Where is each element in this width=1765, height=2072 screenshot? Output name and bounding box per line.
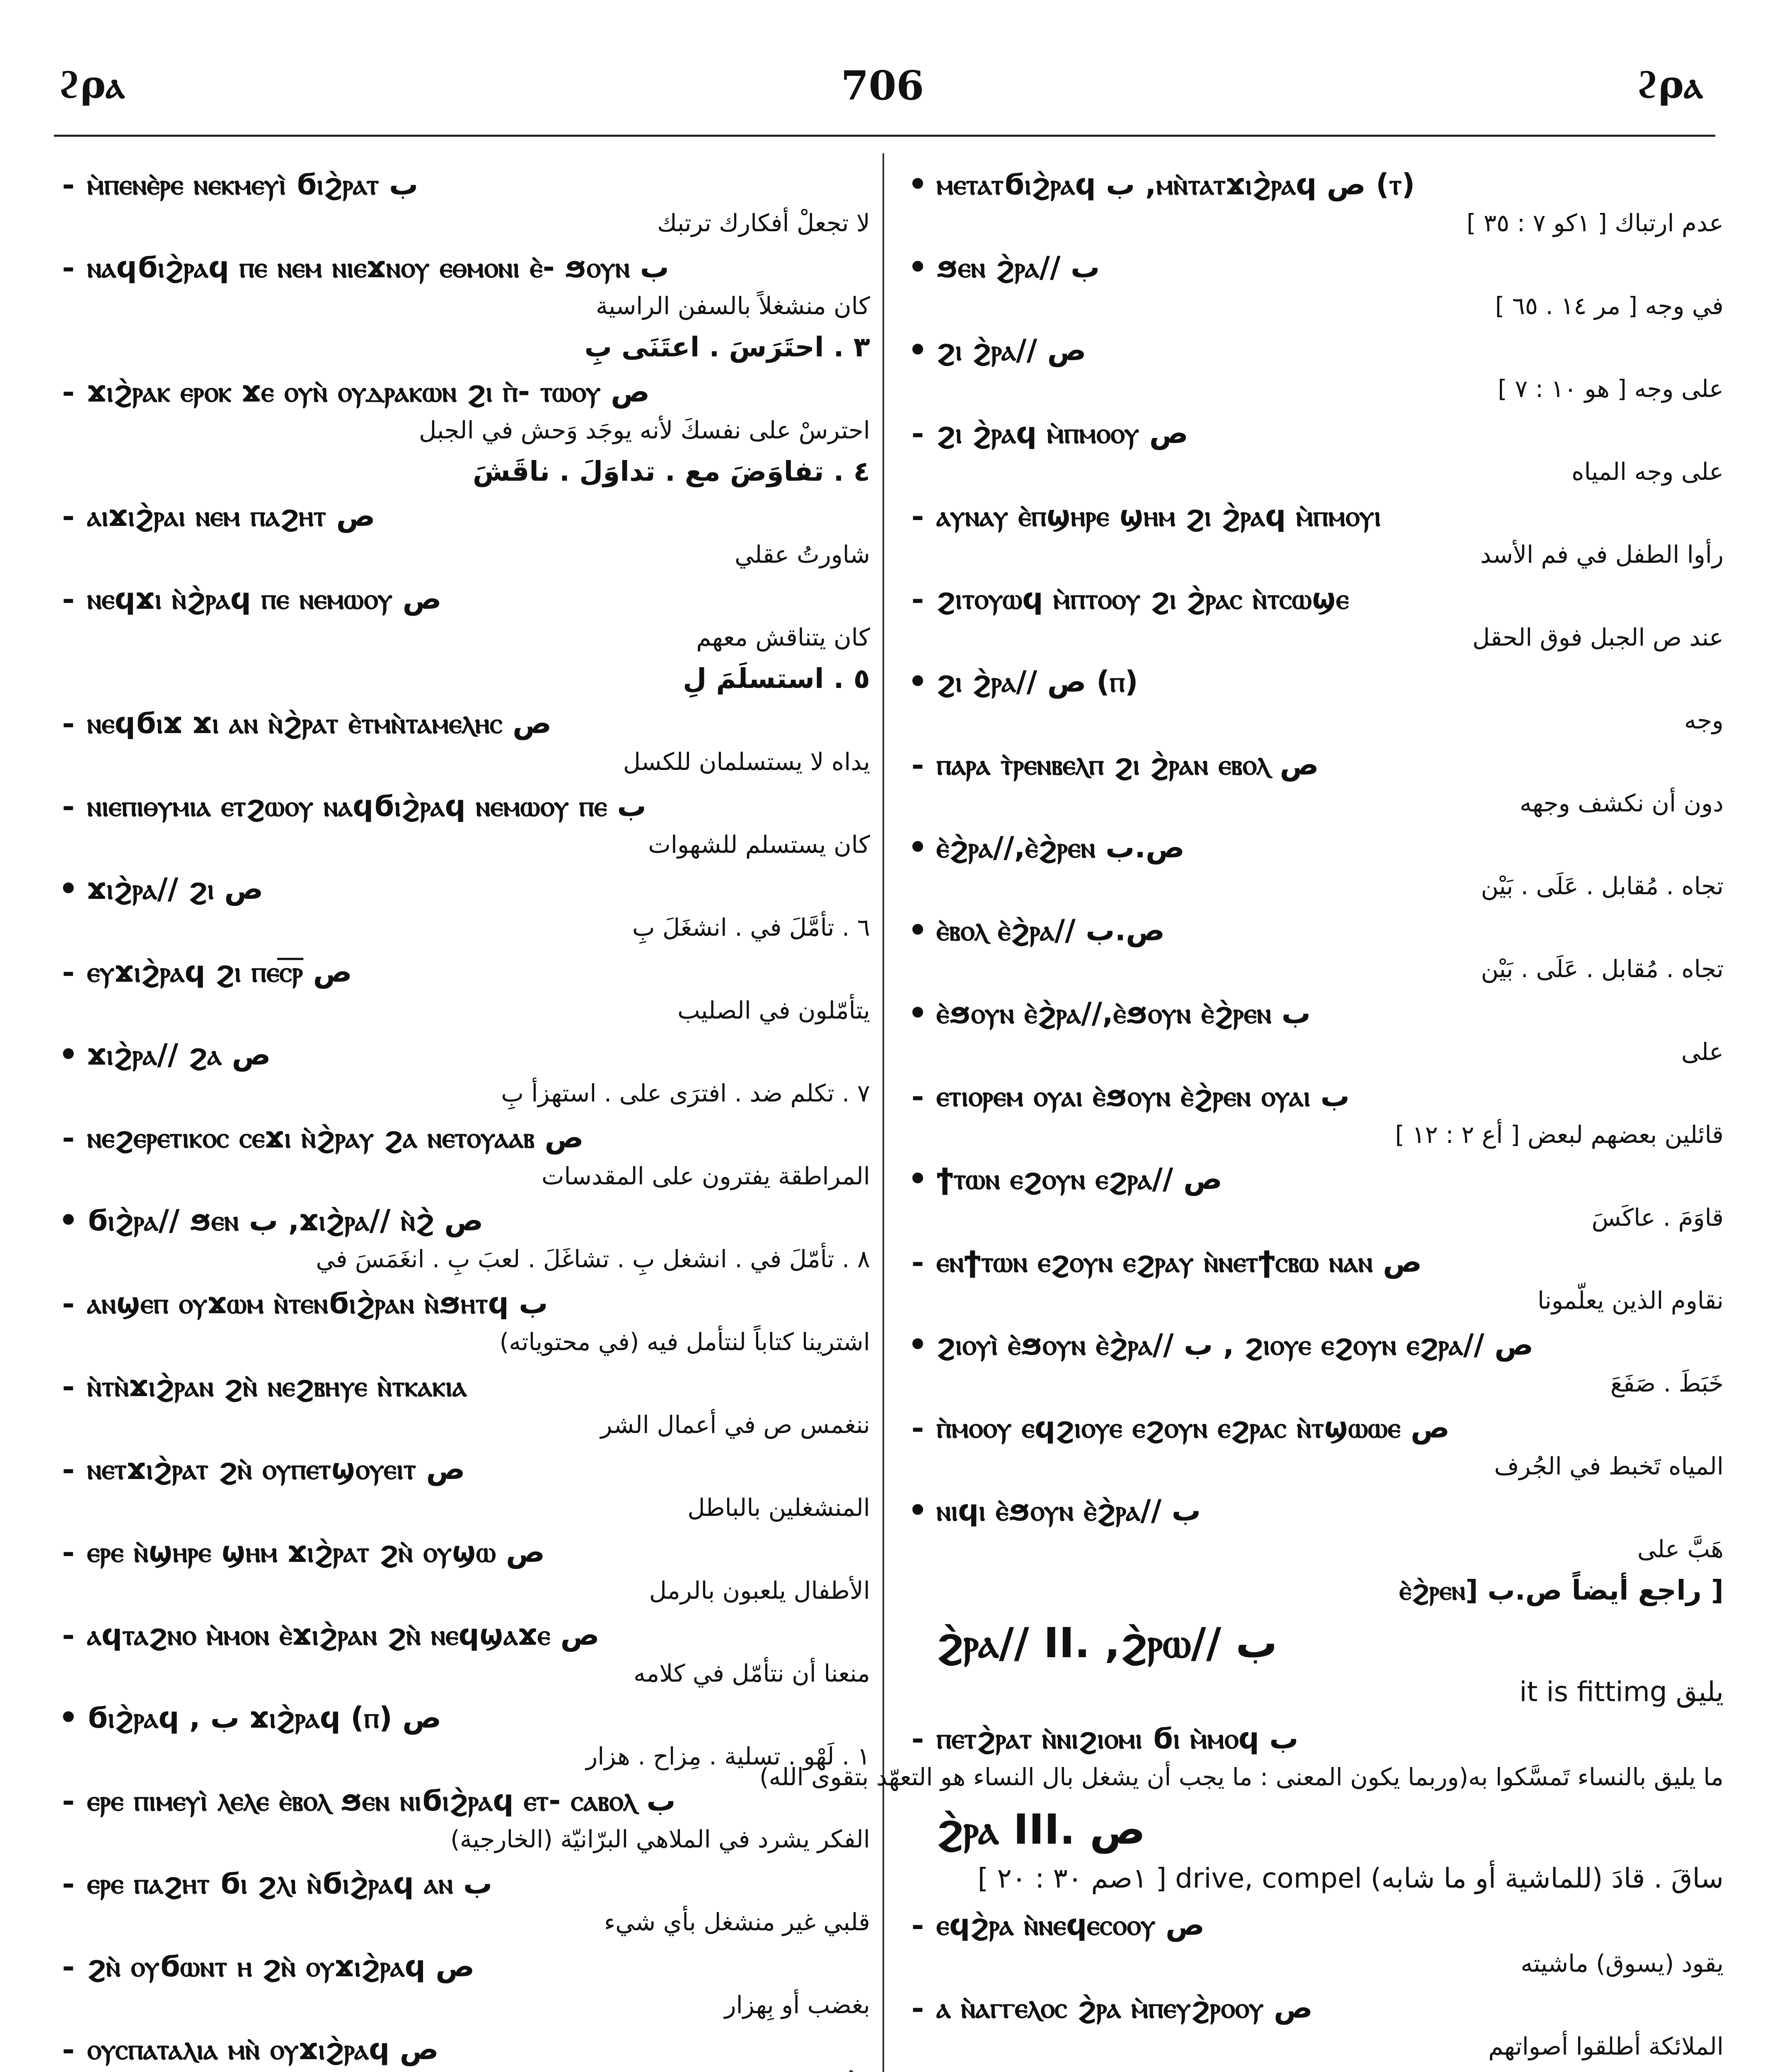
dictionary-entry <box>899 744 1724 821</box>
coptic-text: ϭⲓϩ̀ⲣⲁϥ , ب ϫⲓϩ̀ⲣⲁϥ (ⲡ) ص <box>87 1701 442 1735</box>
dictionary-entry <box>50 785 870 862</box>
arabic-gloss: منعنا أن نتأمّل في كلامه <box>633 1659 870 1687</box>
entry-marker: - <box>911 581 924 617</box>
entry-marker: • <box>908 1327 928 1363</box>
coptic-text: ⲉ̀ϧⲟⲩⲛ ⲉ̀ϩ̀ⲣⲁ//,ⲉ̀ϧⲟⲩⲛ ⲉ̀ϩ̀ⲣⲉⲛ ب <box>936 996 1311 1030</box>
dictionary-entry <box>50 951 870 1028</box>
dictionary-entry <box>899 1801 1724 1898</box>
arabic-gloss: كان يتناقش معهم <box>696 623 870 651</box>
dictionary-entry <box>50 1614 870 1691</box>
arabic-gloss: ٦ . تأمَّلَ في . انشغَلَ بِ <box>632 913 870 942</box>
entry-marker: • <box>908 1161 928 1197</box>
entry-marker: - <box>62 498 75 534</box>
arabic-gloss: وجه <box>1684 706 1724 734</box>
dictionary-entry <box>899 1158 1724 1235</box>
entry-marker: - <box>62 249 75 285</box>
arabic-gloss: الأطفال يلعبون بالرمل <box>649 1576 870 1605</box>
entry-marker: - <box>62 1534 75 1570</box>
entry-marker: • <box>58 1037 78 1072</box>
arabic-gloss: تجاه . مُقابل . عَلَى . بَيْن <box>1481 955 1724 983</box>
dictionary-entry <box>899 495 1724 572</box>
coptic-text: ⲙ̀ⲡⲉⲛⲉ̀ⲣⲉ ⲛⲉⲕⲙⲉⲩⲓ̀ ϭⲓϩ̀ⲣⲁⲧ ب <box>87 167 418 201</box>
arabic-gloss <box>87 2070 870 2072</box>
arabic-gloss: نقاوم الذين يعلّمونا <box>1537 1286 1724 1314</box>
arabic-gloss: الملائكة أطلقوا أصواتهم <box>1488 2032 1724 2060</box>
arabic-gloss: يقود (يسوق) ماشيته <box>1521 1949 1724 1978</box>
coptic-text: ⲙⲉⲧⲁⲧϭⲓϩ̀ⲣⲁϥ ب ,ⲙⲛ̀ⲧⲁⲧϫⲓϩ̀ⲣⲁϥ ص (ⲧ) <box>936 167 1415 201</box>
coptic-text: ϩⲓ ϩ̀ⲣⲁϥ ⲙ̀ⲡⲙⲟⲟⲩ ص <box>936 416 1188 450</box>
arabic-gloss: يداه لا يستسلمان للكسل <box>623 748 870 776</box>
coptic-text: ϭⲓϩ̀ⲣⲁ// ϧⲉⲛ ب ,ϫⲓϩ̀ⲣⲁ// ⲛ̀ϩ̀ ص <box>87 1203 484 1237</box>
coptic-text: ⲉ̀ⲃⲟⲗ ⲉ̀ϩ̀ⲣⲁ// ص.ب <box>936 913 1165 947</box>
coptic-text: ϩⲛ̀ ⲟⲩϭⲱⲛⲧ ⲏ ϩⲛ̀ ⲟⲩϫⲓϩ̀ⲣⲁϥ ص <box>87 1949 475 1983</box>
dictionary-entry <box>899 412 1724 489</box>
coptic-text: ⲛ̀ⲧⲛ̀ϫⲓϩ̀ⲣⲁⲛ ϩⲛ̀ ⲛⲉϩⲃⲏⲩⲉ ⲛ̀ⲧⲕⲁⲕⲓⲁ <box>87 1369 467 1403</box>
coptic-text: ϩⲓⲟⲩⲓ̀ ⲉ̀ϧⲟⲩⲛ ⲉ̀ϩ̀ⲣⲁ// ب , ϩⲓⲟⲩⲉ ⲉϩⲟⲩⲛ ⲉϩⲣⲁ// ص <box>936 1328 1534 1362</box>
coptic-text: ⲛⲓⲉⲡⲓⲑⲩⲙⲓⲁ ⲉⲧϩⲱⲟⲩ ⲛⲁϥϭⲓϩ̀ⲣⲁϥ ⲛⲉⲙⲱⲟⲩ ⲡⲉ ب <box>87 789 646 823</box>
arabic-gloss: قائلين بعضهم لبعض [ أع ٢ : ١٢ ] <box>1395 1121 1724 1149</box>
dictionary-entry <box>50 1283 870 1360</box>
coptic-text: ⲛⲉϥϫⲓ ⲛ̀ϩ̀ⲣⲁϥ ⲡⲉ ⲛⲉⲙⲱⲟⲩ ص <box>87 582 442 616</box>
coptic-text: ⲁ ⲛ̀ⲁⲅⲅⲉⲗⲟⲥ ϩ̀ⲣⲁ ⲙ̀ⲡⲉⲩϩ̀ⲣⲟⲟⲩ ص <box>936 1991 1313 2025</box>
coptic-text: ϩⲓ ϩ̀ⲣⲁ// ص (ⲡ) <box>936 665 1138 699</box>
entry-marker: - <box>911 1078 924 1114</box>
entry-marker: • <box>908 830 928 865</box>
dictionary-entry <box>50 702 870 779</box>
arabic-gloss: على <box>1681 1038 1724 1066</box>
coptic-text: ⲉⲛϯⲧⲱⲛ ⲉϩⲟⲩⲛ ⲉϩⲣⲁⲩ ⲛ̀ⲛⲉⲧϯⲥⲃⲱ ⲛⲁⲛ ص <box>936 1245 1422 1279</box>
entry-marker: • <box>908 664 928 700</box>
coptic-text: ⲛⲉϩⲉⲣⲉⲧⲓⲕⲟⲥ ⲥⲉϫⲓ ⲛ̀ϩ̀ⲣⲁⲩ ϩⲁ ⲛⲉⲧⲟⲩⲁⲁⲃ ص <box>87 1121 584 1155</box>
entry-marker: - <box>62 1866 75 1901</box>
entry-marker: - <box>62 1451 75 1487</box>
arabic-gloss: خَبَطَ . صَفَعَ <box>1610 1369 1724 1397</box>
dictionary-entry <box>899 578 1724 655</box>
coptic-text: ⲛⲓϥⲓ ⲉ̀ϧⲟⲩⲛ ⲉ̀ϩ̀ⲣⲁ// ب <box>936 1493 1201 1527</box>
coptic-text: ϩ̀ⲣⲁ// II. ,ϩ̀ⲣⲱ// ب <box>936 1619 1277 1667</box>
dictionary-entry <box>759 1718 1724 1795</box>
arabic-gloss: شاورتُ عقلي <box>735 540 870 569</box>
arabic-gloss: المراطقة يفترون على المقدسات <box>541 1162 870 1190</box>
entry-marker: - <box>911 415 924 451</box>
entry-marker: • <box>908 332 928 368</box>
dictionary-entry <box>899 1324 1724 1401</box>
entry-marker: • <box>908 913 928 948</box>
coptic-text: ϯⲧⲱⲛ ⲉϩⲟⲩⲛ ⲉϩⲣⲁ// ص <box>936 1162 1223 1196</box>
arabic-gloss: على وجه المياه <box>1572 457 1724 486</box>
dictionary-entry <box>50 1531 870 1608</box>
entry-marker: - <box>62 374 75 409</box>
coptic-text: ⲟⲩⲥⲡⲁⲧⲁⲗⲓⲁ ⲙⲛ̀ ⲟⲩϫⲓϩ̀ⲣⲁϥ ص <box>87 2032 439 2066</box>
entry-marker: - <box>62 954 75 990</box>
page-header <box>0 0 1765 137</box>
entry-marker: - <box>62 581 75 617</box>
arabic-gloss: بغضب أو بِهزار <box>724 1991 870 2019</box>
dictionary-entry <box>899 329 1724 407</box>
arabic-gloss: ٥ . استسلَمَ لِ <box>683 663 870 695</box>
dictionary-entry <box>899 164 1724 241</box>
dictionary-entry <box>899 661 1724 738</box>
coptic-text: ϫⲓϩ̀ⲣⲁⲕ ⲉⲣⲟⲕ ϫⲉ ⲟⲩⲛ̀ ⲟⲩⲇⲣⲁⲕⲱⲛ ϩⲓ ⲡ̀- ⲧⲱⲟⲩ ص <box>87 375 650 409</box>
arabic-gloss: كان منشغلاً بالسفن الراسية <box>596 292 870 320</box>
entry-marker: - <box>911 1721 924 1756</box>
entry-marker: • <box>908 249 928 285</box>
coptic-text: ⲉⲣⲉ ⲡⲁϩⲏⲧ ϭⲓ ϩⲗⲓ ⲛ̀ϭⲓϩ̀ⲣⲁϥ ⲁⲛ ب <box>87 1866 493 1900</box>
arabic-gloss: رأوا الطفل في فم الأسد <box>1480 540 1724 569</box>
arabic-gloss: [ راجع أيضاً ص.ب [ⲉ̀ϩ̀ⲣⲉⲛ <box>1399 1574 1724 1606</box>
dictionary-entry <box>50 1034 870 1111</box>
arabic-gloss: اشترينا كتاباً لنتأمل فيه (في محتوياته) <box>499 1328 870 1356</box>
coptic-text: ϫⲓϩ̀ⲣⲁ// ϩⲓ ص <box>87 872 264 906</box>
arabic-gloss: على وجه [ هو ١٠ : ٧ ] <box>1497 375 1724 403</box>
coptic-text: ϩⲓⲧⲟⲩⲱϥ ⲙ̀ⲡⲧⲟⲟⲩ ϩⲓ ϩ̀ⲣⲁⲥ ⲛ̀ⲧⲥⲱϣⲉ <box>936 582 1349 616</box>
arabic-gloss: ٧ . تكلم ضد . افترَى على . استهزأ بِ <box>501 1079 870 1107</box>
arabic-gloss: الفكر يشرد في الملاهي البرّانيّة (الخارجية) <box>450 1825 870 1853</box>
arabic-gloss: ٣ . احتَرَسَ . اعتَنَى بِ <box>584 331 870 363</box>
coptic-text: ⲡⲁⲣⲁ ⲧ̀ⲣⲉⲛⲃⲉⲗⲡ ϩⲓ ϩ̀ⲣⲁⲛ ⲉⲃⲟⲗ ص <box>936 748 1319 782</box>
dictionary-entry <box>899 1490 1724 1567</box>
dictionary-entry <box>899 1407 1724 1484</box>
arabic-gloss: احترسْ على نفسكَ لأنه يوجَد وَحش في الجبل <box>419 416 870 444</box>
dictionary-entry <box>899 827 1724 904</box>
coptic-text: ⲡⲉⲧϩ̀ⲣⲁⲧ ⲛ̀ⲛⲓϩⲓⲟⲙⲓ ϭⲓ ⲙ̀ⲙⲟϥ ب <box>936 1721 1298 1755</box>
entry-marker: • <box>58 871 78 907</box>
arabic-gloss: ٨ . تأمّلَ في . انشغل بِ . تشاغَلَ . لعبَ بِ . انغَمَسَ في <box>316 1245 870 1273</box>
header-rule <box>54 135 1715 137</box>
coptic-text: ⲛⲁϥϭⲓϩ̀ⲣⲁϥ ⲡⲉ ⲛⲉⲙ ⲛⲓⲉϫⲛⲟⲩ ⲉⲑⲙⲟⲛⲓ ⲉ̀- ϧⲟⲩⲛ ب <box>87 250 669 284</box>
arabic-gloss: في وجه [ مر ١٤ . ٦٥ ] <box>1495 292 1724 320</box>
entry-marker: - <box>911 1410 924 1445</box>
coptic-text: ⲡ̀ⲙⲟⲟⲩ ⲉϥϩⲓⲟⲩⲉ ⲉϩⲟⲩⲛ ⲉϩⲣⲁⲥ ⲛ̀ⲧϣⲱⲱⲉ ص <box>936 1411 1450 1445</box>
dictionary-entry <box>899 1573 1724 1608</box>
arabic-gloss: يليق it is fittimg <box>1519 1676 1724 1708</box>
entry-marker: • <box>908 1493 928 1528</box>
entry-marker: • <box>908 995 928 1031</box>
dictionary-entry <box>899 992 1724 1070</box>
arabic-gloss: لا تجعلْ أفكارك ترتبك <box>657 209 870 237</box>
arabic-gloss: ٤ . تفاوَضَ مع . تداوَلَ . ناقَشَ <box>472 455 870 487</box>
dictionary-entry <box>50 661 870 697</box>
coptic-text: ϩ̀ⲣⲁ III. ص <box>936 1805 1146 1854</box>
coptic-text: ⲉⲧⲓⲟⲣⲉⲙ ⲟⲩⲁⲓ ⲉ̀ϧⲟⲩⲛ ⲉ̀ϩ̀ⲣⲉⲛ ⲟⲩⲁⲓ ب <box>936 1079 1350 1113</box>
arabic-gloss: المياه تَخبط في الجُرف <box>1494 1452 1724 1480</box>
coptic-text: ⲁϥⲧⲁϩⲛⲟ ⲙ̀ⲙⲟⲛ ⲉ̀ϫⲓϩ̀ⲣⲁⲛ ϩⲛ̀ ⲛⲉϥϣⲁϫⲉ ص <box>87 1618 600 1652</box>
coptic-text: ⲉⲣⲉ ⲡⲓⲙⲉⲩⲓ̀ ⲗⲉⲗⲉ ⲉ̀ⲃⲟⲗ ϧⲉⲛ ⲛⲓϭⲓϩ̀ⲣⲁϥ ⲉⲧ- ⲥⲁⲃⲟⲗ ب <box>87 1784 676 1818</box>
dictionary-entry <box>899 910 1724 987</box>
dictionary-entry <box>899 1241 1724 1318</box>
coptic-text: ⲁⲓϫⲓϩ̀ⲣⲁⲓ ⲛⲉⲙ ⲡⲁϩⲏⲧ ص <box>87 499 375 533</box>
coptic-text: ⲉ̀ϩ̀ⲣⲁ//,ⲉ̀ϩ̀ⲣⲉⲛ ص.ب <box>936 830 1185 864</box>
dictionary-entry <box>50 578 870 655</box>
entry-marker: - <box>911 498 924 534</box>
coptic-text: ⲛⲉⲧϫⲓϩ̀ⲣⲁⲧ ϩⲛ̀ ⲟⲩⲡⲉⲧϣⲟⲩⲉⲓⲧ ص <box>87 1452 465 1486</box>
dictionary-entry <box>50 329 870 365</box>
left-column <box>50 164 870 2072</box>
entry-marker: - <box>62 1368 75 1404</box>
coptic-text: ⲛⲉϥϭⲓϫ ϫⲓ ⲁⲛ ⲛ̀ϩ̀ⲣⲁⲧ ⲉ̀ⲧⲙⲛ̀ⲧⲁⲙⲉⲗⲏⲥ ص <box>87 706 552 740</box>
arabic-gloss: تجاه . مُقابل . عَلَى . بَيْن <box>1481 872 1724 900</box>
arabic-gloss: كان يستسلم للشهوات <box>648 830 870 859</box>
dictionary-entry <box>899 1614 1724 1712</box>
entry-marker: • <box>908 167 928 202</box>
entry-marker: - <box>62 2031 75 2067</box>
dictionary-entry <box>50 371 870 448</box>
dictionary-entry <box>50 1117 870 1194</box>
coptic-text: ϫⲓϩ̀ⲣⲁ// ϩⲁ ص <box>87 1038 271 1072</box>
coptic-text: ⲁⲛϣⲉⲡ ⲟⲩϫⲱⲙ ⲛ̀ⲧⲉⲛϭⲓϩ̀ⲣⲁⲛ ⲛ̀ϧⲏⲧϥ ب <box>87 1286 548 1320</box>
arabic-gloss: ساقَ . قادَ (للماشية أو ما شابه) drive, compel [ ١صم ٣٠ : ٢٠ ] <box>977 1862 1724 1894</box>
dictionary-entry <box>899 1075 1724 1152</box>
dictionary-entry <box>899 1987 1724 2064</box>
arabic-gloss: قلبي غير منشغل بأي شيء <box>604 1908 870 1936</box>
running-head-right: ϩρⲁ <box>1636 62 1703 107</box>
running-head-left: ϩρⲁ <box>58 62 125 107</box>
dictionary-entry <box>50 454 870 489</box>
dictionary-entry <box>50 1780 870 1857</box>
dictionary-entry <box>50 1863 870 1940</box>
coptic-text: ⲉϥϩ̀ⲣⲁ ⲛ̀ⲛⲉϥⲉⲥⲟⲟⲩ ص <box>936 1908 1205 1942</box>
dictionary-entry <box>50 1946 870 2023</box>
arabic-gloss: ننغمس ص في أعمال الشر <box>600 1411 870 1439</box>
dictionary-entry <box>50 1448 870 1525</box>
entry-marker: - <box>62 1783 75 1818</box>
arabic-gloss: دون أن نكشف وجهه <box>1519 789 1724 817</box>
dictionary-entry <box>50 868 870 945</box>
arabic-gloss: ١ . لَهْو . تسلية . مِزاح . هزار <box>586 1742 870 1770</box>
coptic-text: ϧⲉⲛ ϩ̀ⲣⲁ// ب <box>936 250 1100 284</box>
dictionary-entry <box>50 1365 870 1443</box>
entry-marker: - <box>62 1617 75 1653</box>
arabic-gloss: عند ص الجبل فوق الحقل <box>1472 623 1724 651</box>
entry-marker: - <box>911 1907 924 1943</box>
arabic-gloss: المنشغلين بالباطل <box>687 1493 870 1522</box>
entry-marker: - <box>911 1244 924 1280</box>
dictionary-entry <box>50 1200 870 1277</box>
dictionary-entry <box>50 1697 870 1774</box>
coptic-text: ⲉⲣⲉ ⲛ̀ϣⲏⲣⲉ ϣⲏⲙ ϫⲓϩ̀ⲣⲁⲧ ϩⲛ̀ ⲟⲩϣⲱ ص <box>87 1535 545 1569</box>
arabic-gloss: ما يليق بالنساء تَمسَّكوا به(وربما يكون المعنى : ما يجب أن يشغل بال النساء هو التعهّد بتقوى الله) <box>759 1763 1724 1791</box>
dictionary-entry <box>899 2070 1724 2072</box>
arabic-gloss <box>936 2070 1724 2072</box>
dictionary-entry <box>50 164 870 241</box>
entry-marker: - <box>62 788 75 824</box>
entry-marker: - <box>911 747 924 782</box>
coptic-text: ⲁⲩⲛⲁⲩ ⲉ̀ⲡϣⲏⲣⲉ ϣⲏⲙ ϩⲓ ϩ̀ⲣⲁϥ ⲙ̀ⲡⲙⲟⲩⲓ <box>936 499 1381 533</box>
entry-marker: • <box>58 1700 78 1736</box>
page-number: 706 <box>841 62 924 109</box>
entry-marker: • <box>58 1203 78 1238</box>
entry-marker: - <box>911 1990 924 2026</box>
coptic-text: ϩⲓ ϩ̀ⲣⲁ// ص <box>936 333 1086 367</box>
arabic-gloss: عدم ارتباك [ ١كو ٧ : ٣٥ ] <box>1466 209 1724 237</box>
dictionary-entry <box>50 2028 870 2072</box>
coptic-text: ⲉⲩϫⲓϩ̀ⲣⲁϥ ϩⲓ ⲡⲉⲥ̅ⲣ̅ ص <box>87 955 352 989</box>
arabic-gloss: قاوَمَ . عاكَسَ <box>1591 1203 1724 1232</box>
arabic-gloss: يتأمّلون في الصليب <box>677 996 870 1024</box>
dictionary-entry <box>899 247 1724 324</box>
dictionary-entry <box>899 1904 1724 1981</box>
entry-marker: - <box>62 1120 75 1155</box>
dictionary-entry <box>50 247 870 324</box>
entry-marker: - <box>62 167 75 202</box>
dictionary-entry <box>50 495 870 572</box>
entry-marker: - <box>62 705 75 741</box>
arabic-gloss: هَبَّ على <box>1637 1535 1724 1563</box>
entry-marker: - <box>62 1285 75 1321</box>
entry-marker: - <box>62 1949 75 1984</box>
